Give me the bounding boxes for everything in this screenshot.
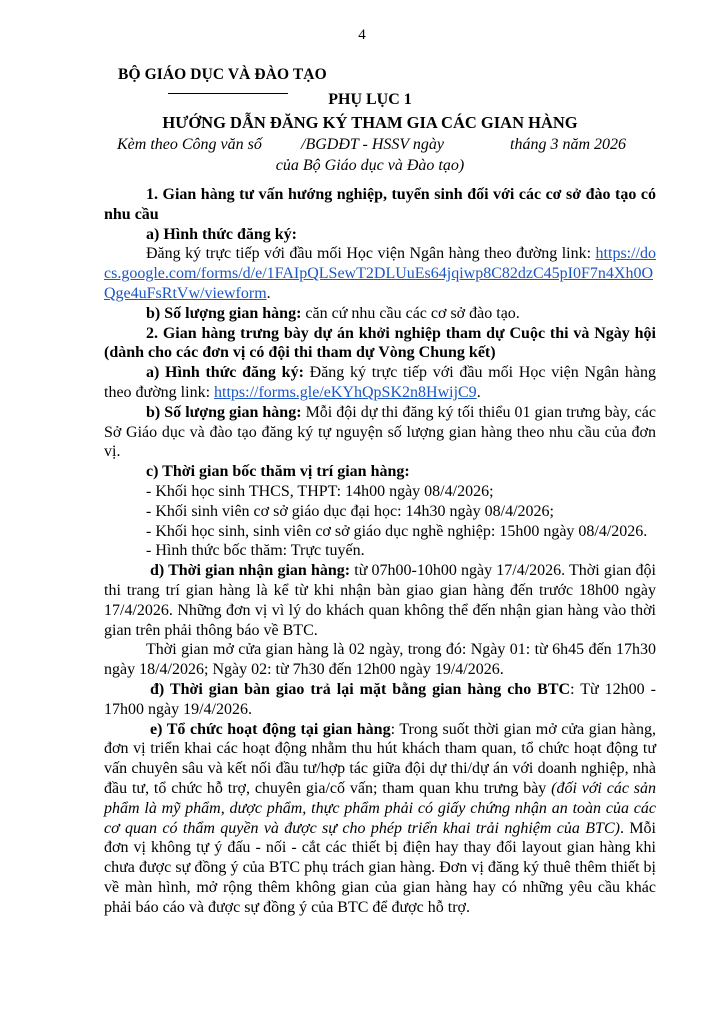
subtitle-line-2: của Bộ Giáo dục và Đào tạo) <box>275 157 465 174</box>
s2-opening-hours: Thời gian mở cửa gian hàng là 02 ngày, trong đó: Ngày 01: từ 6h45 đến 17h30 ngày 18/4/2026; Ngày 02: từ 7h30 đến 12h00 ngày 19/4/2026. <box>104 641 656 679</box>
page-number: 4 <box>358 27 366 43</box>
section-1-heading: 1. Gian hàng tư vấn hướng nghiệp, tuyển sinh đối với các cơ sở đào tạo có nhu cầu <box>104 186 656 223</box>
s2-e-text-2: . Mỗi đơn vị không tự ý đấu - nối - cắt các thiết bị điện hay thay đổi layout gian hàng khi chưa được sự đồng ý của BTC phụ trách gian hàng. Đơn vị đăng ký thuê thêm thiết bị về màn hình, mở rộng thêm không gian của gian hàng hay có những yêu cầu khác phải báo cáo và được sự đồng ý của BTC để được hỗ trợ. <box>104 819 656 916</box>
subtitle-part-1: Kèm theo Công văn số <box>117 136 262 153</box>
s2-e-italic-note: (đối với các sản phẩm là mỹ phẩm, dược phẩm, thực phẩm phải có giấy chứng nhận an toàn của các cơ quan có thẩm quyền và được sự cho phép triển khai trải nghiệm của BTC) <box>104 779 656 837</box>
s2-registration-link[interactable]: https://forms.gle/eKYhQpSK2n8HwijC9 <box>214 383 477 401</box>
document-body <box>104 185 656 917</box>
s2-e-text-1: : Trong suốt thời gian mở cửa gian hàng, đơn vị triển khai các hoạt động nhằm thu hút khách tham quan, tổ chức hoạt động tư vấn chuyên sâu và kết nối đầu tư/hợp tác giữa đội dự thi/dự án với doanh nghiệp, nhà đầu tư, tổ chức hỗ trợ, chuyên gia/cố vấn; tham quan khu trưng bày <box>104 720 657 797</box>
s2-b-heading: b) Số lượng gian hàng: <box>146 403 302 421</box>
s2-c-item: - Khối học sinh, sinh viên cơ sở giáo dục nghề nghiệp: 15h00 ngày 08/4/2026. <box>146 522 648 540</box>
s2-a-paragraph <box>104 363 656 403</box>
s2-c-item: - Hình thức bốc thăm: Trực tuyến. <box>146 542 365 560</box>
s1-b-text: căn cứ nhu cầu các cơ sở đào tạo. <box>301 304 520 322</box>
s2-d2-text: : Từ 12h00 - 17h00 ngày 19/4/2026. <box>104 680 656 718</box>
s2-c-heading: c) Thời gian bốc thăm vị trí gian hàng: <box>146 463 410 481</box>
s2-a-heading: a) Hình thức đăng ký: <box>146 364 304 382</box>
s2-e-heading: e) Tổ chức hoạt động tại gian hàng <box>150 720 391 738</box>
ministry-name: BỘ GIÁO DỤC VÀ ĐÀO TẠO <box>118 66 327 83</box>
section-2-heading: 2. Gian hàng trưng bày dự án khởi nghiệp tham dự Cuộc thi và Ngày hội (dành cho các đơn vị có đội thi tham dự Vòng Chung kết) <box>104 324 656 362</box>
s2-d2-heading: đ) Thời gian bàn giao trả lại mặt bằng gian hàng cho BTC <box>150 680 571 698</box>
s2-a-text: Đăng ký trực tiếp với đầu mối Học viện Ngân hàng theo đường link: <box>104 364 657 401</box>
s1-registration-link[interactable]: https://docs.google.com/forms/d/e/1FAIpQLSewT2DLUuEs64jqiwp8C82dzC45pI0F7n4Xh0OQge4uFsRtVw/viewform <box>104 245 656 302</box>
s2-e-paragraph <box>104 720 656 918</box>
appendix-label: PHỤ LỤC 1 <box>328 91 412 108</box>
s2-d1-text: từ 07h00-10h00 ngày 17/4/2026. Thời gian đội thi trang trí gian hàng là kể từ khi nhận bàn giao gian hàng đến trước 18h00 ngày 17/4/2026. Những đơn vị vì lý do khách quan không thể đến nhận gian hàng vào thời gian trên phải thông báo về BTC. <box>104 562 656 639</box>
s1-a-paragraph <box>104 244 656 303</box>
s1-b-heading: b) Số lượng gian hàng: <box>146 304 302 322</box>
s2-c-item: - Khối học sinh THCS, THPT: 14h00 ngày 08/4/2026; <box>146 482 494 500</box>
subtitle-part-2: /BGDĐT - HSSV ngày <box>301 136 444 153</box>
document-title: HƯỚNG DẪN ĐĂNG KÝ THAM GIA CÁC GIAN HÀNG <box>162 113 578 132</box>
subtitle-part-3: tháng 3 năm 2026 <box>510 136 626 153</box>
s2-a-end: . <box>476 383 481 401</box>
s1-b-paragraph <box>104 304 656 324</box>
s2-b-paragraph <box>104 403 656 462</box>
s1-a-heading: a) Hình thức đăng ký: <box>146 225 297 243</box>
s2-d2-paragraph <box>104 680 656 720</box>
s2-c-item: - Khối sinh viên cơ sở giáo dục đại học: 14h30 ngày 08/4/2026; <box>146 502 554 520</box>
s1-a-text: Đăng ký trực tiếp với đầu mối Học viện Ngân hàng theo đường link: <box>146 245 592 263</box>
s1-a-end: . <box>266 284 271 302</box>
s2-d1-paragraph <box>104 561 656 640</box>
s2-d1-heading: d) Thời gian nhận gian hàng: <box>150 562 351 580</box>
s2-b-text: Mỗi đội dự thi đăng ký tối thiểu 01 gian trưng bày, các Sở Giáo dục và đào tạo đăng ký tự nguyện số lượng gian hàng theo nhu cầu của đơn vị. <box>104 403 656 461</box>
